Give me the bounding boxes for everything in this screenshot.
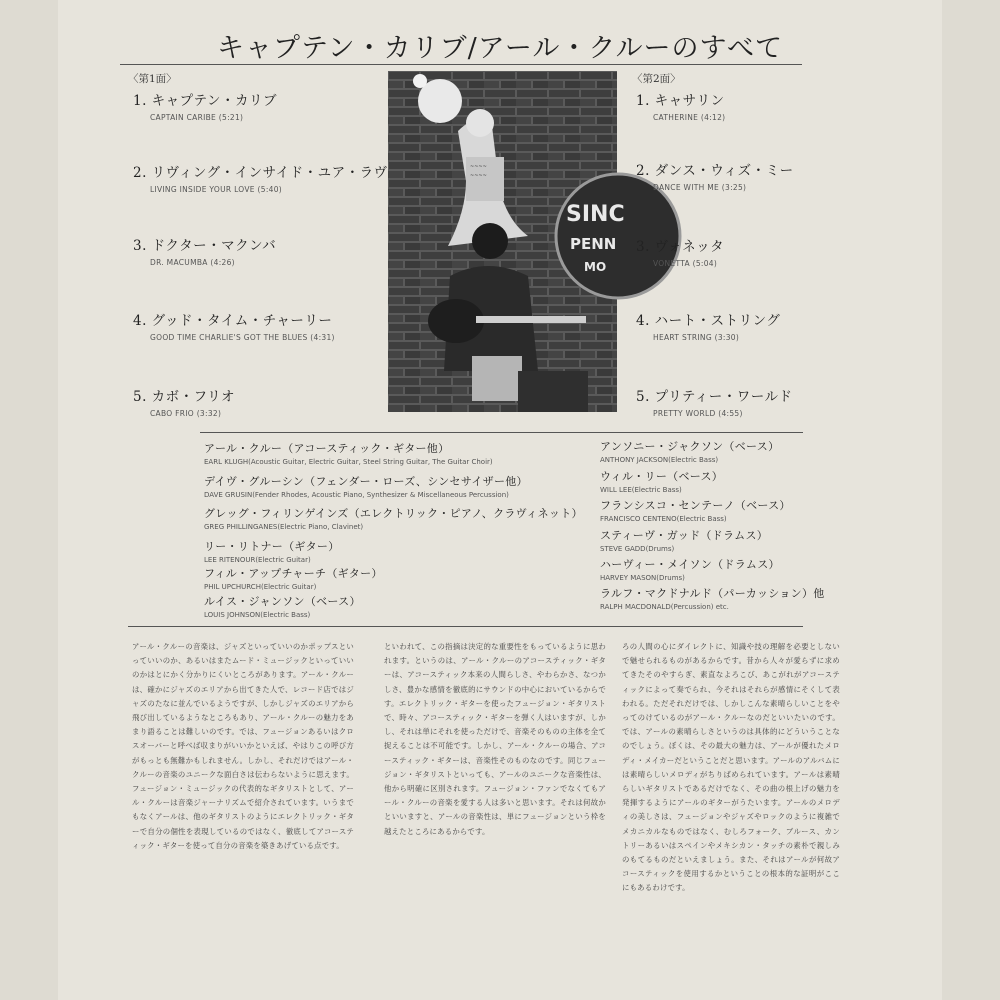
side2-track-2: [636, 159, 794, 192]
page-edge-right: [942, 0, 1000, 1000]
credit-name-en: PHIL UPCHURCH(Electric Guitar): [204, 583, 317, 591]
track-title-en: VONETTA (5:04): [653, 259, 718, 268]
guitar-neck: [476, 316, 586, 323]
credit-name-en: ANTHONY JACKSON(Electric Bass): [600, 456, 719, 464]
svg-text:~~~~: ~~~~: [470, 173, 487, 179]
credit-name-ja: リー・リトナー（ギター）: [204, 540, 340, 553]
track-title-en: CABO FRIO (3:32): [150, 409, 222, 418]
track-title-ja: 4. ハート・ストリング: [636, 313, 781, 329]
side1-track-5: [133, 385, 235, 418]
track-title-en: HEART STRING (3:30): [653, 333, 740, 342]
sign-text-1: SINC: [566, 202, 625, 227]
liner-notes-col-2: といわれて、この指摘は決定的な重要性をもっているように思われます。というのは、アール・クルーのアコースティック・ギターは、アコースティック本来の人間らしさ、やわらかさ、なつかしさ、豊かな感情を徹底的にサウンドの中心においているからです。エレクトリック・ギターを使ったフュージョン・ギタリストで、時々、アコースティック・ギターを弾く人はいますが、しかし、それは単にそれを使っただけで、音楽そのものの主体を全て捉えることは不可能です。しかし、アール・クルーの場合、アコースティック・ギターは、音楽性そのものなのです。同じフュージョン・ギタリストといっても、アールのユニークな音楽性は、他から明確に区別されます。フュージョン・ファンでなくてもアール・クルーの音楽を愛する人は多いと思います。それは何故かといいますと、アールの音楽性は、単にフュージョンという枠を越えたところにあるからです。: [384, 642, 606, 836]
track-title-ja: 1. キャプテン・カリブ: [133, 93, 277, 109]
notes-rule: [128, 626, 803, 627]
side1-track-3: [133, 234, 276, 267]
side1-track-1: [133, 89, 277, 122]
credit-right-2: [600, 468, 723, 494]
credit-name-ja: ラルフ・マクドナルド（パーカッション）他: [600, 587, 825, 600]
side2-label: 〈第2面〉: [632, 73, 681, 85]
track-title-ja: 3. ドクター・マクンバ: [133, 238, 277, 254]
credit-name-en: WILL LEE(Electric Bass): [600, 486, 682, 494]
guitar-body: [428, 299, 484, 343]
track-title-ja: 2. リヴィング・インサイド・ユア・ラヴ: [133, 165, 388, 181]
page-edge-left: [0, 0, 58, 1000]
track-title-en: CAPTAIN CARIBE (5:21): [150, 113, 244, 122]
track-title-en: DANCE WITH ME (3:25): [653, 183, 747, 192]
credit-right-3: [600, 497, 791, 523]
credit-name-en: STEVE GADD(Drums): [600, 545, 675, 553]
track-title-ja: 5. プリティー・ワールド: [636, 389, 793, 405]
credit-right-4: [600, 527, 768, 553]
credit-left-5: [204, 565, 383, 591]
credit-left-6: [204, 593, 361, 619]
side2-track-4: [636, 309, 780, 342]
credit-name-ja: ウィル・リー（ベース）: [600, 470, 724, 483]
sign-text-3: MO: [584, 260, 607, 274]
side2-track-5: [636, 385, 793, 418]
musician-head: [472, 223, 508, 259]
track-title-en: PRETTY WORLD (4:55): [653, 409, 743, 418]
credit-name-ja: デイヴ・グルーシン（フェンダー・ローズ、シンセサイザー他）: [204, 475, 528, 488]
side1-track-4: [133, 309, 335, 342]
credit-name-en: FRANCISCO CENTENO(Electric Bass): [600, 515, 727, 523]
credit-name-en: LOUIS JOHNSON(Electric Bass): [204, 611, 311, 619]
track-title-ja: 3. ヴォネッタ: [636, 239, 725, 255]
track-title-ja: 5. カボ・フリオ: [133, 389, 235, 405]
credit-left-2: [204, 473, 528, 499]
credit-name-ja: フィル・アップチャーチ（ギター）: [204, 567, 383, 580]
credit-name-en: RALPH MACDONALD(Percussion) etc.: [600, 603, 729, 611]
page-title: キャプテン・カリブ/アール・クルーのすべて: [216, 33, 784, 64]
credit-name-en: GREG PHILLINGANES(Electric Piano, Clavinet): [204, 523, 364, 531]
credit-name-en: HARVEY MASON(Drums): [600, 574, 685, 582]
sign-text-2: PENN: [570, 235, 617, 253]
svg-text:~~~~: ~~~~: [470, 164, 487, 170]
track-title-ja: 1. キャサリン: [636, 93, 725, 109]
credit-name-en: DAVE GRUSIN(Fender Rhodes, Acoustic Piano, Synthesizer & Miscellaneous Percussion): [204, 491, 509, 499]
credit-name-ja: フランシスコ・センテーノ（ベース）: [600, 499, 791, 512]
credit-name-ja: グレッグ・フィリンゲインズ（エレクトリック・ピアノ、クラヴィネット）: [204, 507, 583, 520]
title-rule: [120, 64, 802, 65]
liner-notes-col-1: アール・クルーの音楽は、ジャズといっていいのかポップスといっていいのか、あるいはまたムード・ミュージックといっていいのかはとにかく分かりにくいところがあります。アール・クルーは、確かにジャズのエリアから出てきた人で、レコード店ではジャズのたなに並んでいるようですが、しかしジャズのエリアから飛び出しているようなところもあり、アール・クルーの魅力をあまり語ることは難しいのです。では、フュージョンあるいはクロスオーバーと呼べば収まりがいいかといえば、やはりこの呼び方がもっとも無難かもしれません。しかし、それだけではアール・クルーの音楽のユニークな面白さは伝わらないように思えます。フュージョン・ミュージックの代表的なギタリストとして、アール・クルーは音楽ジャーナリズムで紹介されています。いうまでもなくアールは、他のギタリストのようにエレクトリック・ギターで自分の個性を表現しているのではなく、徹底してアコースティック・ギターを使って自分の音楽を築きあげている点です。: [132, 642, 354, 850]
credit-left-3: [204, 505, 583, 531]
side1-track-2: [133, 161, 388, 194]
artist-photo: [388, 71, 625, 412]
track-title-en: DR. MACUMBA (4:26): [150, 258, 235, 267]
credits-rule: [200, 432, 803, 433]
credit-name-ja: ルイス・ジャンソン（ベース）: [204, 595, 361, 608]
credit-name-ja: スティーヴ・ガッド（ドラムス）: [600, 529, 769, 542]
credit-left-4: [204, 538, 340, 564]
track-title-en: LIVING INSIDE YOUR LOVE (5:40): [150, 185, 283, 194]
side1-label: 〈第1面〉: [128, 73, 177, 85]
side2-track-3: [636, 235, 724, 268]
track-title-ja: 2. ダンス・ウィズ・ミー: [636, 163, 794, 179]
credit-name-ja: アール・クルー（アコースティック・ギター他）: [204, 442, 450, 455]
credit-name-ja: アンソニー・ジャクソン（ベース）: [600, 440, 780, 453]
credit-right-5: [600, 556, 780, 582]
credit-name-ja: ハーヴィー・メイソン（ドラムス）: [600, 558, 780, 571]
credit-right-1: [600, 438, 779, 464]
track-title-en: CATHERINE (4:12): [653, 113, 726, 122]
credit-left-1: [204, 440, 493, 466]
photo-illustration: [388, 71, 625, 412]
liner-notes-col-3: ろの人間の心にダイレクトに、知識や技の理解を必要としないで魅せられるものがあるからです。昔から人々が愛らずに求めてきたそのやすらぎ、素直なよろこび、あこがれがアコースティックによって奏でられ、今それはそれらが感情にそくして表われる。ただそれだけでは、しかしこんな素晴らしいことをやってのけているのがアール・クルーなのだといいたいのです。では、アールの素晴らしさというのは具体的にどういうことなのでしょう。ぼくは、その最大の魅力は、アールが優れたメロディ・メイカーだということだと思います。アールのアルバムには素晴らしいメロディがちりばめられています。アールは素晴らしいギタリストであるだけでなく、その曲の根上げの魅力を発揮するようにアールのギターがうたいます。アールのメロディの美しさは、フュージョンやジャズやロックのように複雑でメカニカルなものではなく、むしろフォーク、ブルース、カントリーあるいはスペインやメキシカン・タッチの素朴で親しみのもてるものだといえましょう。また、それはアールが何故アコースティックを使用するかということの根本的な証明がここにもあるわけです。: [622, 642, 840, 893]
track-title-en: GOOD TIME CHARLIE'S GOT THE BLUES (4:31): [150, 333, 335, 342]
track-title-ja: 4. グッド・タイム・チャーリー: [133, 313, 333, 329]
credit-right-6: [600, 585, 825, 611]
credit-name-en: LEE RITENOUR(Electric Guitar): [204, 556, 311, 564]
credit-name-en: EARL KLUGH(Acoustic Guitar, Electric Guitar, Steel String Guitar, The Guitar Choir): [204, 458, 493, 466]
side2-track-1: [636, 89, 725, 122]
